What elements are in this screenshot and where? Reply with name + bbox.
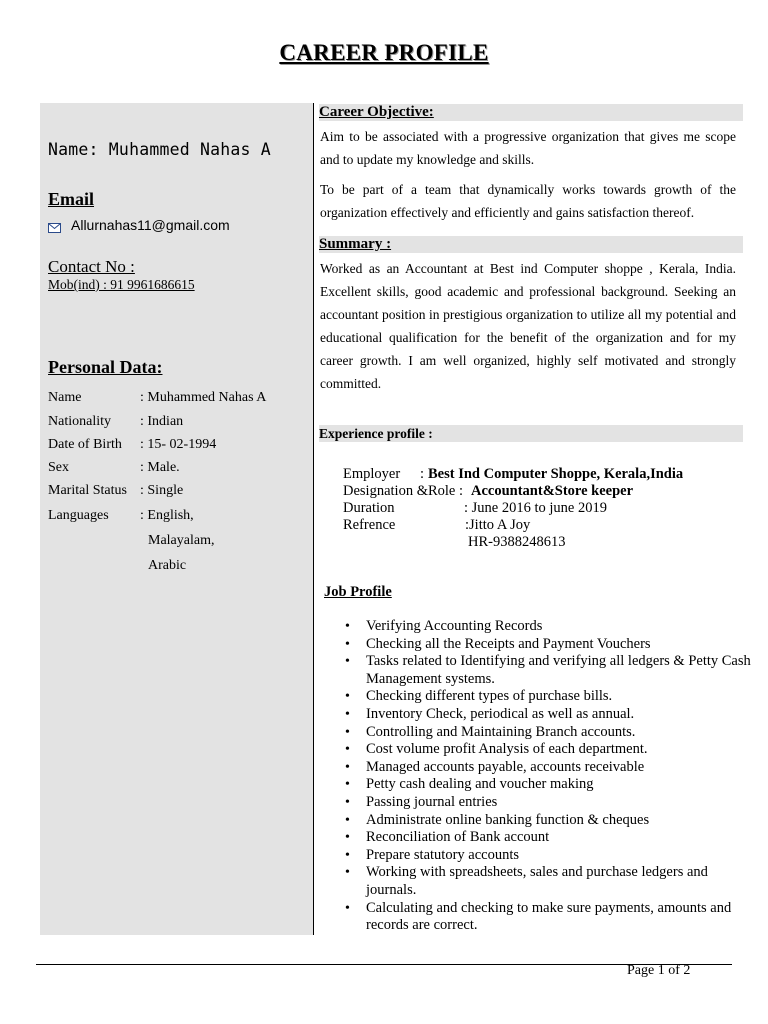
career-objective-label: Career Objective: <box>319 104 434 120</box>
job-profile-item: • Checking all the Receipts and Payment Vouchers <box>366 636 761 654</box>
reference-label: Refrence <box>343 517 396 533</box>
email-address[interactable]: Allurnahas11@gmail.com <box>71 217 230 233</box>
job-profile-item: • Administrate online banking function & cheques <box>366 812 761 830</box>
employer-value: Best Ind Computer Shoppe, Kerala,India <box>428 466 684 482</box>
personal-value: : Single <box>140 483 184 498</box>
personal-label: Marital Status <box>48 483 127 498</box>
job-profile-heading: Job Profile <box>324 584 392 600</box>
job-profile-list <box>343 618 761 935</box>
job-profile-item: • Petty cash dealing and voucher making <box>366 776 761 794</box>
personal-label: Name <box>48 390 82 405</box>
email-heading: Email <box>48 189 95 209</box>
job-profile-item: • Reconciliation of Bank account <box>366 829 761 847</box>
mobile-number: Mob(ind) : 91 9961686615 <box>48 277 195 292</box>
career-objective-heading <box>319 104 743 121</box>
designation-label: Designation &Role : <box>343 483 464 499</box>
job-profile-item: • Tasks related to Identifying and verifying all ledgers & Petty Cash Management systems. <box>366 653 761 688</box>
email-row <box>48 217 230 233</box>
personal-value: : Muhammed Nahas A <box>140 390 267 405</box>
personal-value: : 15- 02-1994 <box>140 437 217 452</box>
column-divider <box>313 103 314 935</box>
contact-heading: Contact No : <box>48 257 135 276</box>
reference-hr: HR-9388248613 <box>468 534 566 550</box>
page-title: CAREER PROFILE <box>279 40 489 65</box>
job-profile-item: • Inventory Check, periodical as well as annual. <box>366 706 761 724</box>
personal-value: : English, <box>140 508 194 523</box>
page-number: Page 1 of 2 <box>627 963 691 978</box>
personal-label: Languages <box>48 508 109 523</box>
personal-label: Nationality <box>48 414 111 429</box>
personal-value: : Indian <box>140 414 184 429</box>
employer-label: Employer <box>343 466 401 482</box>
objective-paragraph-2: To be part of a team that dynamically works towards growth of the organization effectively and efficiently and gains satisfaction thereof. <box>320 182 736 220</box>
language-item: Malayalam, <box>148 533 215 548</box>
experience-heading: Experience profile : <box>319 425 743 442</box>
job-profile-item: • Checking different types of purchase bills. <box>366 688 761 706</box>
mail-icon <box>48 220 61 230</box>
job-profile-item: • Controlling and Maintaining Branch accounts. <box>366 724 761 742</box>
employer-sep: : <box>420 466 425 482</box>
duration-value: : June 2016 to june 2019 <box>464 500 607 516</box>
objective-paragraph-1: Aim to be associated with a progressive organization that gives me scope and to update my knowledge and skills. <box>320 129 736 167</box>
candidate-name: Name: Muhammed Nahas A <box>48 140 271 159</box>
personal-value: : Male. <box>140 460 180 475</box>
duration-label: Duration <box>343 500 395 516</box>
designation-value: Accountant&Store keeper <box>471 483 634 499</box>
language-item: Arabic <box>148 558 187 573</box>
job-profile-item: • Passing journal entries <box>366 794 761 812</box>
personal-label: Sex <box>48 460 69 475</box>
personal-label: Date of Birth <box>48 437 122 452</box>
job-profile-item: • Verifying Accounting Records <box>366 618 761 636</box>
summary-paragraph: Worked as an Accountant at Best ind Computer shoppe , Kerala, India. Excellent skills, good academic and professional background. Seeking an accountant position in prestigious organization to utilize all my potential and educational qualification for the benefit of the organization and for my career growth. I am well organized, highly self motivated and strongly committed. <box>320 261 736 391</box>
reference-value: :Jitto A Joy <box>465 517 531 533</box>
summary-label: Summary : <box>319 236 392 252</box>
job-profile-item: • Working with spreadsheets, sales and purchase ledgers and journals. <box>366 864 761 899</box>
job-profile-item: • Cost volume profit Analysis of each department. <box>366 741 761 759</box>
summary-heading <box>319 236 743 253</box>
job-profile-item: • Managed accounts payable, accounts receivable <box>366 759 761 777</box>
job-profile-item: • Calculating and checking to make sure payments, amounts and records are correct. <box>366 900 761 935</box>
job-profile-item: • Prepare statutory accounts <box>366 847 761 865</box>
personal-data-heading: Personal Data: <box>48 357 163 377</box>
